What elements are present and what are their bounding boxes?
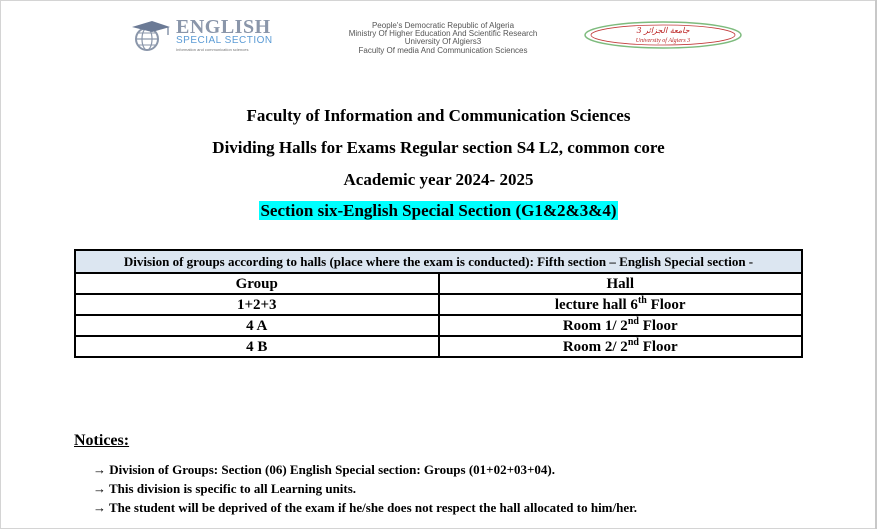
section-title-highlight: Section six-English Special Section (G1&2&3&4)	[260, 201, 617, 220]
hall-prefix: Room 1/ 2	[562, 317, 628, 334]
hall-suffix: Floor	[638, 338, 678, 355]
table-row	[75, 336, 802, 357]
hall-suffix: Floor	[638, 317, 678, 334]
table-caption: Division of groups according to halls (place where the exam is conducted): Fifth section – English Special section -	[75, 250, 802, 273]
hall-suffix: Floor	[646, 296, 686, 313]
logo-subtitle: SPECIAL SECTION	[176, 35, 273, 46]
group-cell: 4 B	[75, 336, 439, 357]
column-header-hall: Hall	[439, 273, 803, 294]
hall-ordinal: nd	[627, 336, 639, 348]
university-seal-logo	[583, 20, 743, 50]
group-cell: 4 A	[75, 315, 439, 336]
dividing-title: Dividing Halls for Exams Regular section S4 L2, common core	[212, 138, 665, 157]
ministry-line: University Of Algiers3	[404, 37, 482, 47]
ministry-line: People's Democratic Republic of Algeria	[371, 21, 515, 30]
arrow-icon: →	[93, 481, 106, 496]
arrow-icon: →	[93, 500, 106, 515]
ministry-header	[300, 22, 586, 55]
table-header-row	[75, 273, 802, 294]
section-title	[0, 201, 877, 221]
logo-tagline: Information and communication sciences	[176, 47, 249, 52]
ministry-line: Faculty Of media And Communication Sciences	[358, 45, 528, 55]
ministry-line: Ministry Of Higher Education And Scientific Research	[348, 29, 538, 39]
hall-cell	[439, 336, 803, 357]
notices-heading: Notices:	[74, 432, 130, 449]
hall-prefix: Room 2/ 2	[562, 338, 628, 355]
english-section-logo	[130, 18, 295, 52]
logo-title: ENGLISH	[176, 16, 271, 38]
notice-item	[93, 500, 637, 516]
hall-ordinal: nd	[627, 315, 639, 327]
notice-text: Division of Groups: Section (06) English Special section: Groups (01+02+03+04).	[109, 462, 555, 477]
table-row	[75, 294, 802, 315]
hall-cell	[439, 315, 803, 336]
faculty-title: Faculty of Information and Communication Sciences	[246, 106, 631, 125]
hall-cell	[439, 294, 803, 315]
notice-item	[93, 462, 555, 478]
graduation-globe-icon	[130, 21, 170, 51]
table-row	[75, 315, 802, 336]
seal-text: University of Algiers 3	[635, 38, 691, 44]
svg-text:جامعة الجزائر 3: جامعة الجزائر 3	[636, 26, 690, 35]
halls-table	[74, 249, 803, 358]
academic-year-title: Academic year 2024- 2025	[343, 170, 534, 189]
arrow-icon: →	[93, 462, 106, 477]
notice-item	[93, 481, 356, 497]
notice-text: This division is specific to all Learning units.	[109, 481, 357, 496]
hall-ordinal: th	[637, 294, 647, 306]
column-header-group: Group	[75, 273, 439, 294]
table-caption-row	[75, 250, 802, 273]
notice-text: The student will be deprived of the exam if he/she does not respect the hall allocated to him/her.	[109, 500, 637, 515]
group-cell: 1+2+3	[75, 294, 439, 315]
hall-prefix: lecture hall 6	[554, 296, 638, 313]
